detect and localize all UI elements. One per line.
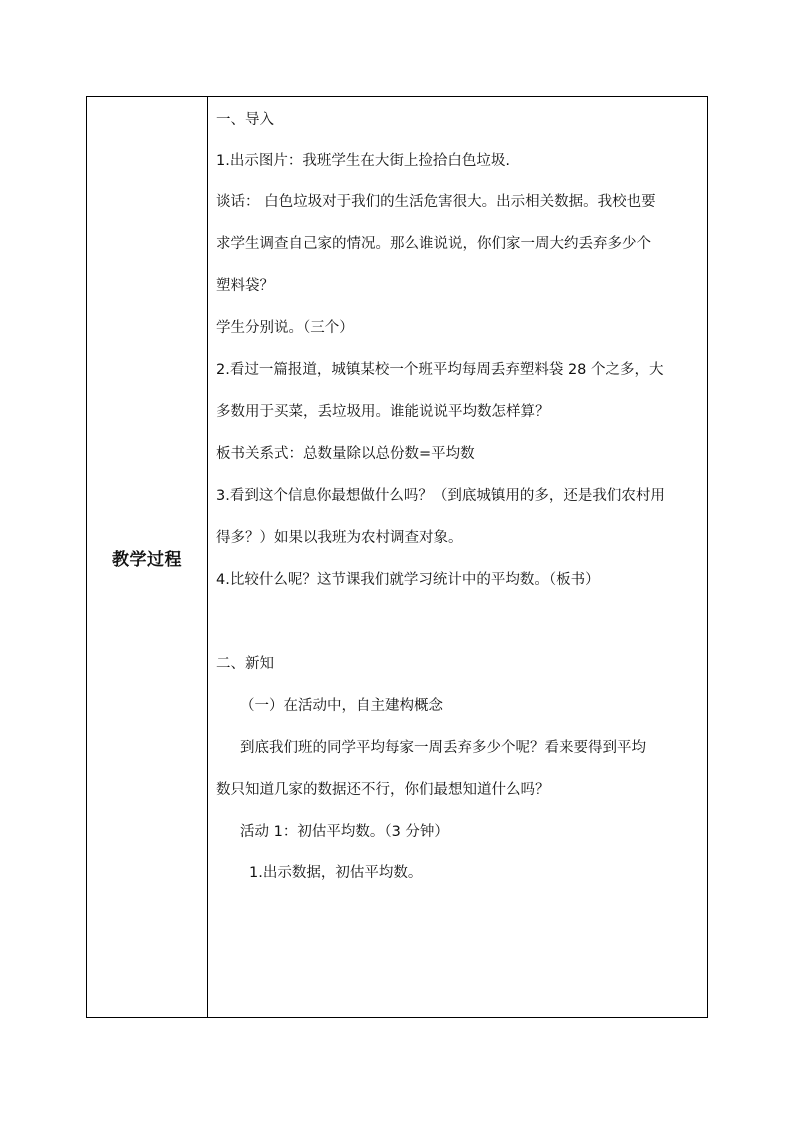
column-divider: [207, 96, 208, 1018]
paragraph-line: 学生分别说。（三个）: [216, 320, 354, 336]
paragraph-line: 2.看过一篇报道，城镇某校一个班平均每周丢弃塑料袋 28 个之多，大: [216, 362, 664, 378]
paragraph-line: 多数用于买菜，丢垃圾用。谁能说说平均数怎样算？: [216, 404, 550, 420]
paragraph-line: 4.比较什么呢？这节课我们就学习统计中的平均数。（板书）: [216, 572, 600, 588]
activity-heading: 活动 1：初估平均数。（3 分钟）: [240, 824, 449, 840]
paragraph-line: 求学生调查自己家的情况。那么谁说说，你们家一周大约丢弃多少个: [216, 236, 651, 252]
subsection-heading: （一）在活动中，自主建构概念: [240, 698, 443, 714]
paragraph-line: 塑料袋？: [216, 278, 274, 294]
paragraph-line: 数只知道几家的数据还不行，你们最想知道什么吗？: [216, 782, 550, 798]
paragraph-line: 3.看到这个信息你最想做什么吗？（到底城镇用的多，还是我们农村用: [216, 488, 665, 504]
row-label: 教学过程: [112, 549, 182, 570]
section-heading-intro: 一、导入: [216, 112, 274, 128]
paragraph-line: 1.出示图片：我班学生在大街上捡拾白色垃圾.: [216, 153, 510, 169]
section-heading-new: 二、新知: [216, 656, 274, 672]
row-label-cell: [87, 97, 207, 1017]
paragraph-line: 得多？）如果以我班为农村调查对象。: [216, 530, 463, 546]
paragraph-line: 到底我们班的同学平均每家一周丢弃多少个呢？看来要得到平均: [240, 740, 646, 756]
paragraph-line: 谈话： 白色垃圾对于我们的生活危害很大。出示相关数据。我校也要: [216, 194, 656, 210]
paragraph-line: 1.出示数据，初估平均数。: [249, 865, 423, 881]
paragraph-line: 板书关系式：总数量除以总份数=平均数: [216, 446, 475, 462]
